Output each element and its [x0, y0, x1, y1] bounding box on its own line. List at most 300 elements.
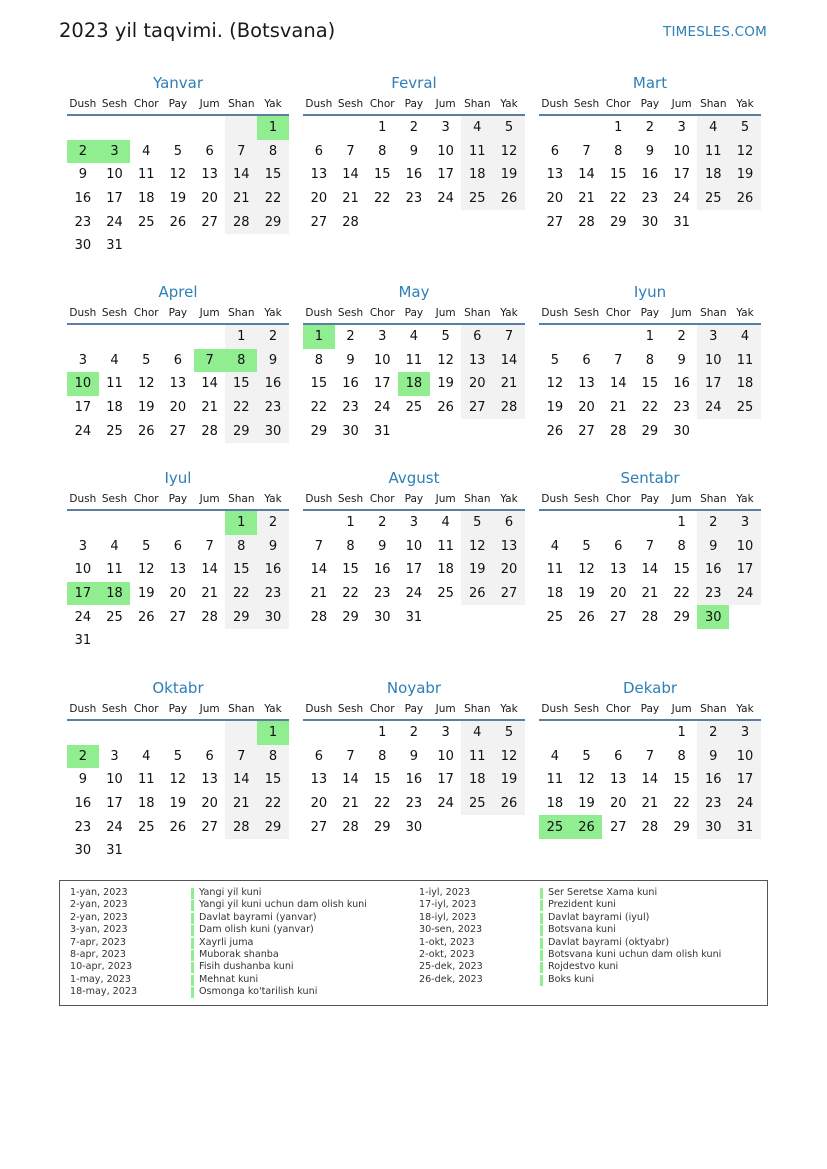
day-cell: 25	[106, 609, 123, 625]
month-7	[303, 467, 525, 629]
empty-cell	[539, 721, 571, 745]
day-cell: 13	[169, 562, 187, 578]
day-cell: 23	[257, 396, 289, 420]
day-cell: 23	[342, 400, 359, 416]
weekday-label: Jum	[435, 307, 456, 319]
day-cell: 22	[342, 586, 359, 602]
day-cell: 1	[346, 515, 355, 531]
day-cell: 6	[550, 143, 559, 159]
day-cell: 28	[201, 423, 218, 439]
day-cell: 27	[546, 214, 564, 230]
holiday-marker	[540, 950, 543, 961]
day-cell: 17	[729, 558, 761, 582]
empty-cell	[634, 721, 666, 745]
empty-cell	[130, 839, 162, 863]
weekday-label: Chor	[133, 98, 159, 110]
weekday-label: Shan	[228, 307, 255, 319]
day-cell: 5	[142, 352, 151, 368]
empty-cell	[194, 325, 226, 349]
empty-cell	[194, 234, 226, 258]
day-cell: 23	[74, 819, 92, 835]
day-cell: 26	[137, 423, 155, 439]
weekday-label: Shan	[700, 493, 727, 505]
day-cell: 23	[697, 582, 729, 606]
day-cell: 19	[169, 796, 187, 812]
weekday-label: Sesh	[337, 307, 364, 319]
day-cell: 19	[137, 586, 155, 602]
day-cell: 4	[142, 143, 151, 159]
holiday-marker	[540, 888, 543, 899]
month-name: Mart	[632, 74, 668, 92]
weekday-label: Sesh	[573, 703, 600, 715]
day-cell: 24	[729, 792, 761, 816]
day-cell: 10	[74, 562, 92, 578]
legend-holiday-name: Osmonga ko'tarilish kuni	[199, 986, 318, 998]
weekday-label: Pay	[168, 703, 188, 715]
day-cell: 29	[225, 605, 257, 629]
empty-cell	[194, 721, 226, 745]
day-cell: 5	[441, 329, 450, 345]
day-cell: 17	[373, 376, 391, 392]
weekday-label: Chor	[605, 703, 631, 715]
day-cell: 11	[106, 376, 123, 392]
empty-cell	[571, 721, 603, 745]
holiday-marker	[191, 888, 194, 899]
day-cell: 29	[373, 819, 391, 835]
day-cell: 16	[405, 772, 423, 788]
empty-cell	[194, 116, 226, 140]
day-cell: 7	[346, 748, 355, 764]
day-cell: 31	[74, 633, 92, 649]
weekday-header	[539, 699, 761, 721]
day-cell: 7	[614, 352, 623, 368]
empty-cell	[697, 419, 729, 443]
weekday-label: Chor	[369, 703, 395, 715]
day-cell: 21	[225, 792, 257, 816]
day-cell: 27	[609, 609, 627, 625]
legend-holiday-name: Davlat bayrami (iyul)	[548, 911, 650, 923]
day-cell: 6	[314, 143, 323, 159]
day-cell: 3	[78, 538, 87, 554]
legend-date: 2-yan, 2023	[70, 899, 128, 911]
day-cell: 10	[437, 143, 454, 159]
day-cell: 17	[437, 167, 454, 183]
day-cell: 16	[405, 167, 423, 183]
weekday-label: Yak	[736, 98, 754, 110]
day-cell: 25	[137, 819, 155, 835]
day-cell: 25	[137, 214, 155, 230]
weekday-label: Shan	[464, 493, 491, 505]
day-cell: 30	[641, 214, 659, 230]
holiday-marker	[191, 913, 194, 924]
day-cell: 14	[609, 376, 627, 392]
empty-cell	[571, 511, 603, 535]
day-cell: 26	[729, 187, 761, 211]
weekday-label: Sesh	[101, 98, 128, 110]
day-grid	[303, 721, 525, 839]
day-cell: 11	[137, 772, 155, 788]
day-cell: 16	[257, 372, 289, 396]
day-cell: 20	[546, 191, 564, 207]
empty-cell	[99, 325, 131, 349]
legend-date: 3-yan, 2023	[70, 924, 128, 936]
day-cell: 24	[437, 796, 454, 812]
weekday-label: Dush	[305, 307, 333, 319]
day-cell: 6	[314, 748, 323, 764]
weekday-label: Sesh	[573, 493, 600, 505]
day-grid	[67, 511, 289, 653]
day-cell: 24	[697, 396, 729, 420]
day-cell: 22	[609, 191, 627, 207]
day-cell: 30	[257, 419, 289, 443]
weekday-label: Yak	[736, 703, 754, 715]
empty-cell	[461, 419, 493, 443]
legend-item	[419, 949, 721, 961]
empty-cell	[162, 234, 194, 258]
weekday-label: Sesh	[337, 98, 364, 110]
weekday-label: Dush	[305, 493, 333, 505]
day-cell: 19	[169, 191, 187, 207]
day-cell: 9	[378, 538, 387, 554]
day-cell: 9	[257, 349, 289, 373]
day-cell: 19	[493, 768, 525, 792]
empty-cell	[99, 511, 131, 535]
day-cell: 8	[378, 143, 387, 159]
day-cell: 9	[78, 167, 87, 183]
day-cell: 3	[378, 329, 387, 345]
day-cell: 12	[493, 745, 525, 769]
day-cell: 15	[673, 562, 690, 578]
day-cell: 4	[110, 538, 119, 554]
day-cell: 28	[578, 214, 595, 230]
day-cell: 20	[169, 400, 187, 416]
day-cell: 11	[106, 562, 123, 578]
month-name: Noyabr	[386, 679, 442, 697]
day-cell: 18	[437, 562, 454, 578]
weekday-label: Chor	[605, 98, 631, 110]
day-cell: 11	[405, 352, 423, 368]
day-cell: 2	[346, 329, 355, 345]
legend-holiday-name: Boks kuni	[548, 973, 595, 985]
weekday-header	[539, 489, 761, 511]
month-8	[539, 467, 761, 629]
day-cell: 18	[697, 163, 729, 187]
legend-holiday-name: Dam olish kuni (yanvar)	[199, 924, 314, 936]
legend-date: 1-yan, 2023	[70, 887, 128, 898]
day-cell: 7	[205, 538, 214, 554]
day-cell: 27	[578, 423, 595, 439]
empty-cell	[335, 116, 367, 140]
weekday-label: Shan	[464, 307, 491, 319]
empty-cell	[335, 721, 367, 745]
day-cell: 16	[74, 191, 92, 207]
empty-cell	[67, 116, 99, 140]
day-cell: 18	[729, 372, 761, 396]
day-cell: 31	[106, 238, 123, 254]
day-cell: 21	[641, 796, 659, 812]
day-cell: 13	[493, 535, 525, 559]
day-cell: 22	[673, 586, 690, 602]
weekday-label: Yak	[736, 307, 754, 319]
empty-cell	[162, 116, 194, 140]
day-cell: 7	[645, 538, 655, 554]
day-cell: 29	[257, 210, 289, 234]
day-cell: 8	[346, 538, 355, 554]
day-cell: 29	[225, 419, 257, 443]
empty-cell	[130, 629, 162, 653]
legend-holiday-name: Botsvana kuni	[548, 924, 616, 936]
day-cell: 8	[257, 140, 289, 164]
empty-cell	[257, 839, 289, 863]
legend-date: 1-may, 2023	[70, 973, 131, 985]
day-cell: 8	[645, 352, 655, 368]
page-title: 2023 yil taqvimi. (Botsvana)	[59, 19, 336, 42]
day-cell: 11	[461, 140, 493, 164]
day-cell: 15	[342, 562, 359, 578]
day-cell: 11	[137, 167, 155, 183]
day-cell: 14	[578, 167, 595, 183]
weekday-label: Dush	[305, 703, 333, 715]
day-cell: 9	[409, 748, 419, 764]
day-cell: 4	[729, 325, 761, 349]
day-cell: 5	[173, 748, 183, 764]
legend-holiday-name: Mehnat kuni	[199, 973, 259, 985]
day-cell: 16	[697, 558, 729, 582]
day-cell: 6	[205, 143, 214, 159]
day-cell: 19	[729, 163, 761, 187]
empty-cell	[697, 210, 729, 234]
weekday-label: Pay	[168, 307, 188, 319]
weekday-label: Dush	[305, 98, 333, 110]
day-cell: 8	[677, 538, 686, 554]
day-cell: 9	[677, 352, 686, 368]
day-cell: 26	[571, 815, 603, 839]
day-cell: 14	[225, 163, 257, 187]
weekday-label: Chor	[369, 307, 395, 319]
legend-item	[70, 937, 367, 949]
day-cell: 15	[257, 163, 289, 187]
weekday-header	[67, 94, 289, 116]
legend-date: 18-iyl, 2023	[419, 911, 477, 923]
day-cell: 27	[310, 819, 328, 835]
day-cell: 26	[169, 819, 187, 835]
day-cell: 4	[461, 721, 493, 745]
day-cell: 29	[310, 423, 328, 439]
day-cell: 4	[461, 116, 493, 140]
weekday-label: Shan	[700, 307, 727, 319]
day-grid	[303, 511, 525, 629]
day-cell: 1	[257, 721, 289, 745]
weekday-label: Dush	[69, 307, 97, 319]
day-cell: 17	[729, 768, 761, 792]
weekday-header	[67, 489, 289, 511]
day-cell: 4	[441, 515, 450, 531]
day-cell: 22	[373, 191, 391, 207]
holiday-marker	[540, 975, 543, 986]
legend-date: 17-iyl, 2023	[419, 899, 477, 911]
day-cell: 14	[342, 772, 359, 788]
empty-cell	[461, 210, 493, 234]
legend-holiday-name: Yangi yil kuni uchun dam olish kuni	[199, 899, 367, 911]
weekday-label: Yak	[736, 493, 754, 505]
empty-cell	[130, 325, 162, 349]
empty-cell	[162, 629, 194, 653]
day-cell: 16	[697, 768, 729, 792]
month-3	[67, 281, 289, 443]
weekday-header	[303, 303, 525, 325]
day-cell: 31	[729, 815, 761, 839]
legend-holiday-name: Davlat bayrami (oktyabr)	[548, 936, 670, 948]
weekday-header	[67, 303, 289, 325]
weekday-label: Chor	[133, 703, 159, 715]
holiday-marker	[191, 938, 194, 949]
legend-date: 1-okt, 2023	[419, 936, 475, 948]
day-cell: 21	[609, 400, 627, 416]
weekday-label: Jum	[199, 493, 220, 505]
day-cell: 29	[673, 609, 690, 625]
weekday-label: Jum	[671, 703, 692, 715]
day-cell: 25	[546, 609, 564, 625]
day-cell: 3	[729, 511, 761, 535]
legend-date: 10-apr, 2023	[70, 961, 133, 973]
legend-item	[419, 912, 721, 924]
day-cell: 20	[201, 796, 218, 812]
empty-cell	[461, 605, 493, 629]
day-cell: 26	[461, 582, 493, 606]
day-cell: 8	[225, 535, 257, 559]
day-cell: 21	[310, 586, 328, 602]
legend-item	[419, 924, 721, 936]
day-cell: 9	[346, 352, 355, 368]
weekday-header	[539, 303, 761, 325]
weekday-label: Pay	[168, 493, 188, 505]
weekday-label: Dush	[69, 493, 97, 505]
day-cell: 15	[609, 167, 627, 183]
day-cell: 20	[609, 586, 627, 602]
legend-date: 30-sen, 2023	[419, 924, 483, 936]
month-name: Yanvar	[152, 74, 204, 92]
day-cell: 5	[493, 116, 525, 140]
day-cell: 18	[546, 796, 564, 812]
weekday-label: Sesh	[337, 703, 364, 715]
day-cell: 5	[729, 116, 761, 140]
day-grid	[303, 325, 525, 443]
day-grid	[539, 325, 761, 443]
empty-cell	[539, 116, 571, 140]
day-cell: 12	[493, 140, 525, 164]
holiday-marker	[540, 925, 543, 936]
legend-item	[70, 949, 367, 961]
day-cell: 7	[314, 538, 323, 554]
empty-cell	[162, 325, 194, 349]
day-cell: 21	[493, 372, 525, 396]
legend-item	[419, 887, 721, 899]
legend-holiday-name: Muborak shanba	[199, 948, 279, 960]
day-cell: 12	[169, 772, 187, 788]
empty-cell	[493, 419, 525, 443]
day-cell: 17	[673, 167, 690, 183]
day-cell: 28	[493, 396, 525, 420]
empty-cell	[571, 116, 603, 140]
month-11	[539, 677, 761, 839]
weekday-label: Chor	[133, 307, 159, 319]
day-cell: 2	[67, 140, 99, 164]
day-cell: 26	[546, 423, 564, 439]
month-1	[303, 72, 525, 234]
legend-holiday-name: Ser Seretse Xama kuni	[548, 887, 658, 898]
empty-cell	[67, 325, 99, 349]
empty-cell	[194, 629, 226, 653]
legend-date: 1-iyl, 2023	[419, 887, 471, 898]
day-cell: 28	[342, 214, 359, 230]
day-cell: 23	[405, 191, 423, 207]
day-cell: 19	[493, 163, 525, 187]
day-cell: 3	[441, 725, 450, 741]
empty-cell	[602, 511, 634, 535]
day-cell: 19	[578, 796, 595, 812]
weekday-label: Yak	[500, 98, 518, 110]
legend-date: 2-okt, 2023	[419, 948, 475, 960]
empty-cell	[130, 511, 162, 535]
day-cell: 17	[437, 772, 454, 788]
day-cell: 3	[78, 352, 87, 368]
day-cell: 12	[137, 562, 155, 578]
empty-cell	[67, 721, 99, 745]
day-cell: 13	[169, 376, 187, 392]
weekday-label: Sesh	[573, 98, 600, 110]
day-cell: 28	[225, 210, 257, 234]
month-name: Dekabr	[622, 679, 678, 697]
month-10	[303, 677, 525, 839]
day-cell: 14	[225, 768, 257, 792]
day-cell: 9	[257, 535, 289, 559]
day-cell: 23	[697, 792, 729, 816]
weekday-label: Jum	[199, 703, 220, 715]
empty-cell	[99, 116, 131, 140]
day-cell: 10	[67, 372, 99, 396]
legend-date: 2-yan, 2023	[70, 911, 128, 923]
brand-link[interactable]: TIMESLES.COM	[663, 24, 767, 40]
day-cell: 25	[437, 586, 454, 602]
day-cell: 2	[257, 325, 289, 349]
weekday-label: Chor	[605, 493, 631, 505]
day-cell: 10	[697, 349, 729, 373]
day-cell: 1	[225, 511, 257, 535]
empty-cell	[729, 210, 761, 234]
month-0	[67, 72, 289, 258]
day-cell: 20	[201, 191, 218, 207]
day-cell: 1	[677, 515, 686, 531]
day-cell: 15	[225, 558, 257, 582]
day-cell: 19	[461, 558, 493, 582]
day-cell: 15	[641, 376, 659, 392]
day-cell: 4	[142, 748, 151, 764]
day-cell: 14	[310, 562, 328, 578]
day-grid	[67, 116, 289, 258]
day-cell: 28	[641, 819, 659, 835]
weekday-label: Shan	[228, 703, 255, 715]
day-cell: 21	[641, 586, 659, 602]
day-cell: 1	[645, 329, 655, 345]
day-cell: 5	[582, 748, 591, 764]
empty-cell	[225, 721, 257, 745]
empty-cell	[398, 419, 430, 443]
day-cell: 13	[461, 349, 493, 373]
weekday-label: Pay	[404, 703, 424, 715]
day-cell: 12	[137, 376, 155, 392]
day-cell: 24	[729, 582, 761, 606]
month-name: Oktabr	[152, 679, 204, 697]
